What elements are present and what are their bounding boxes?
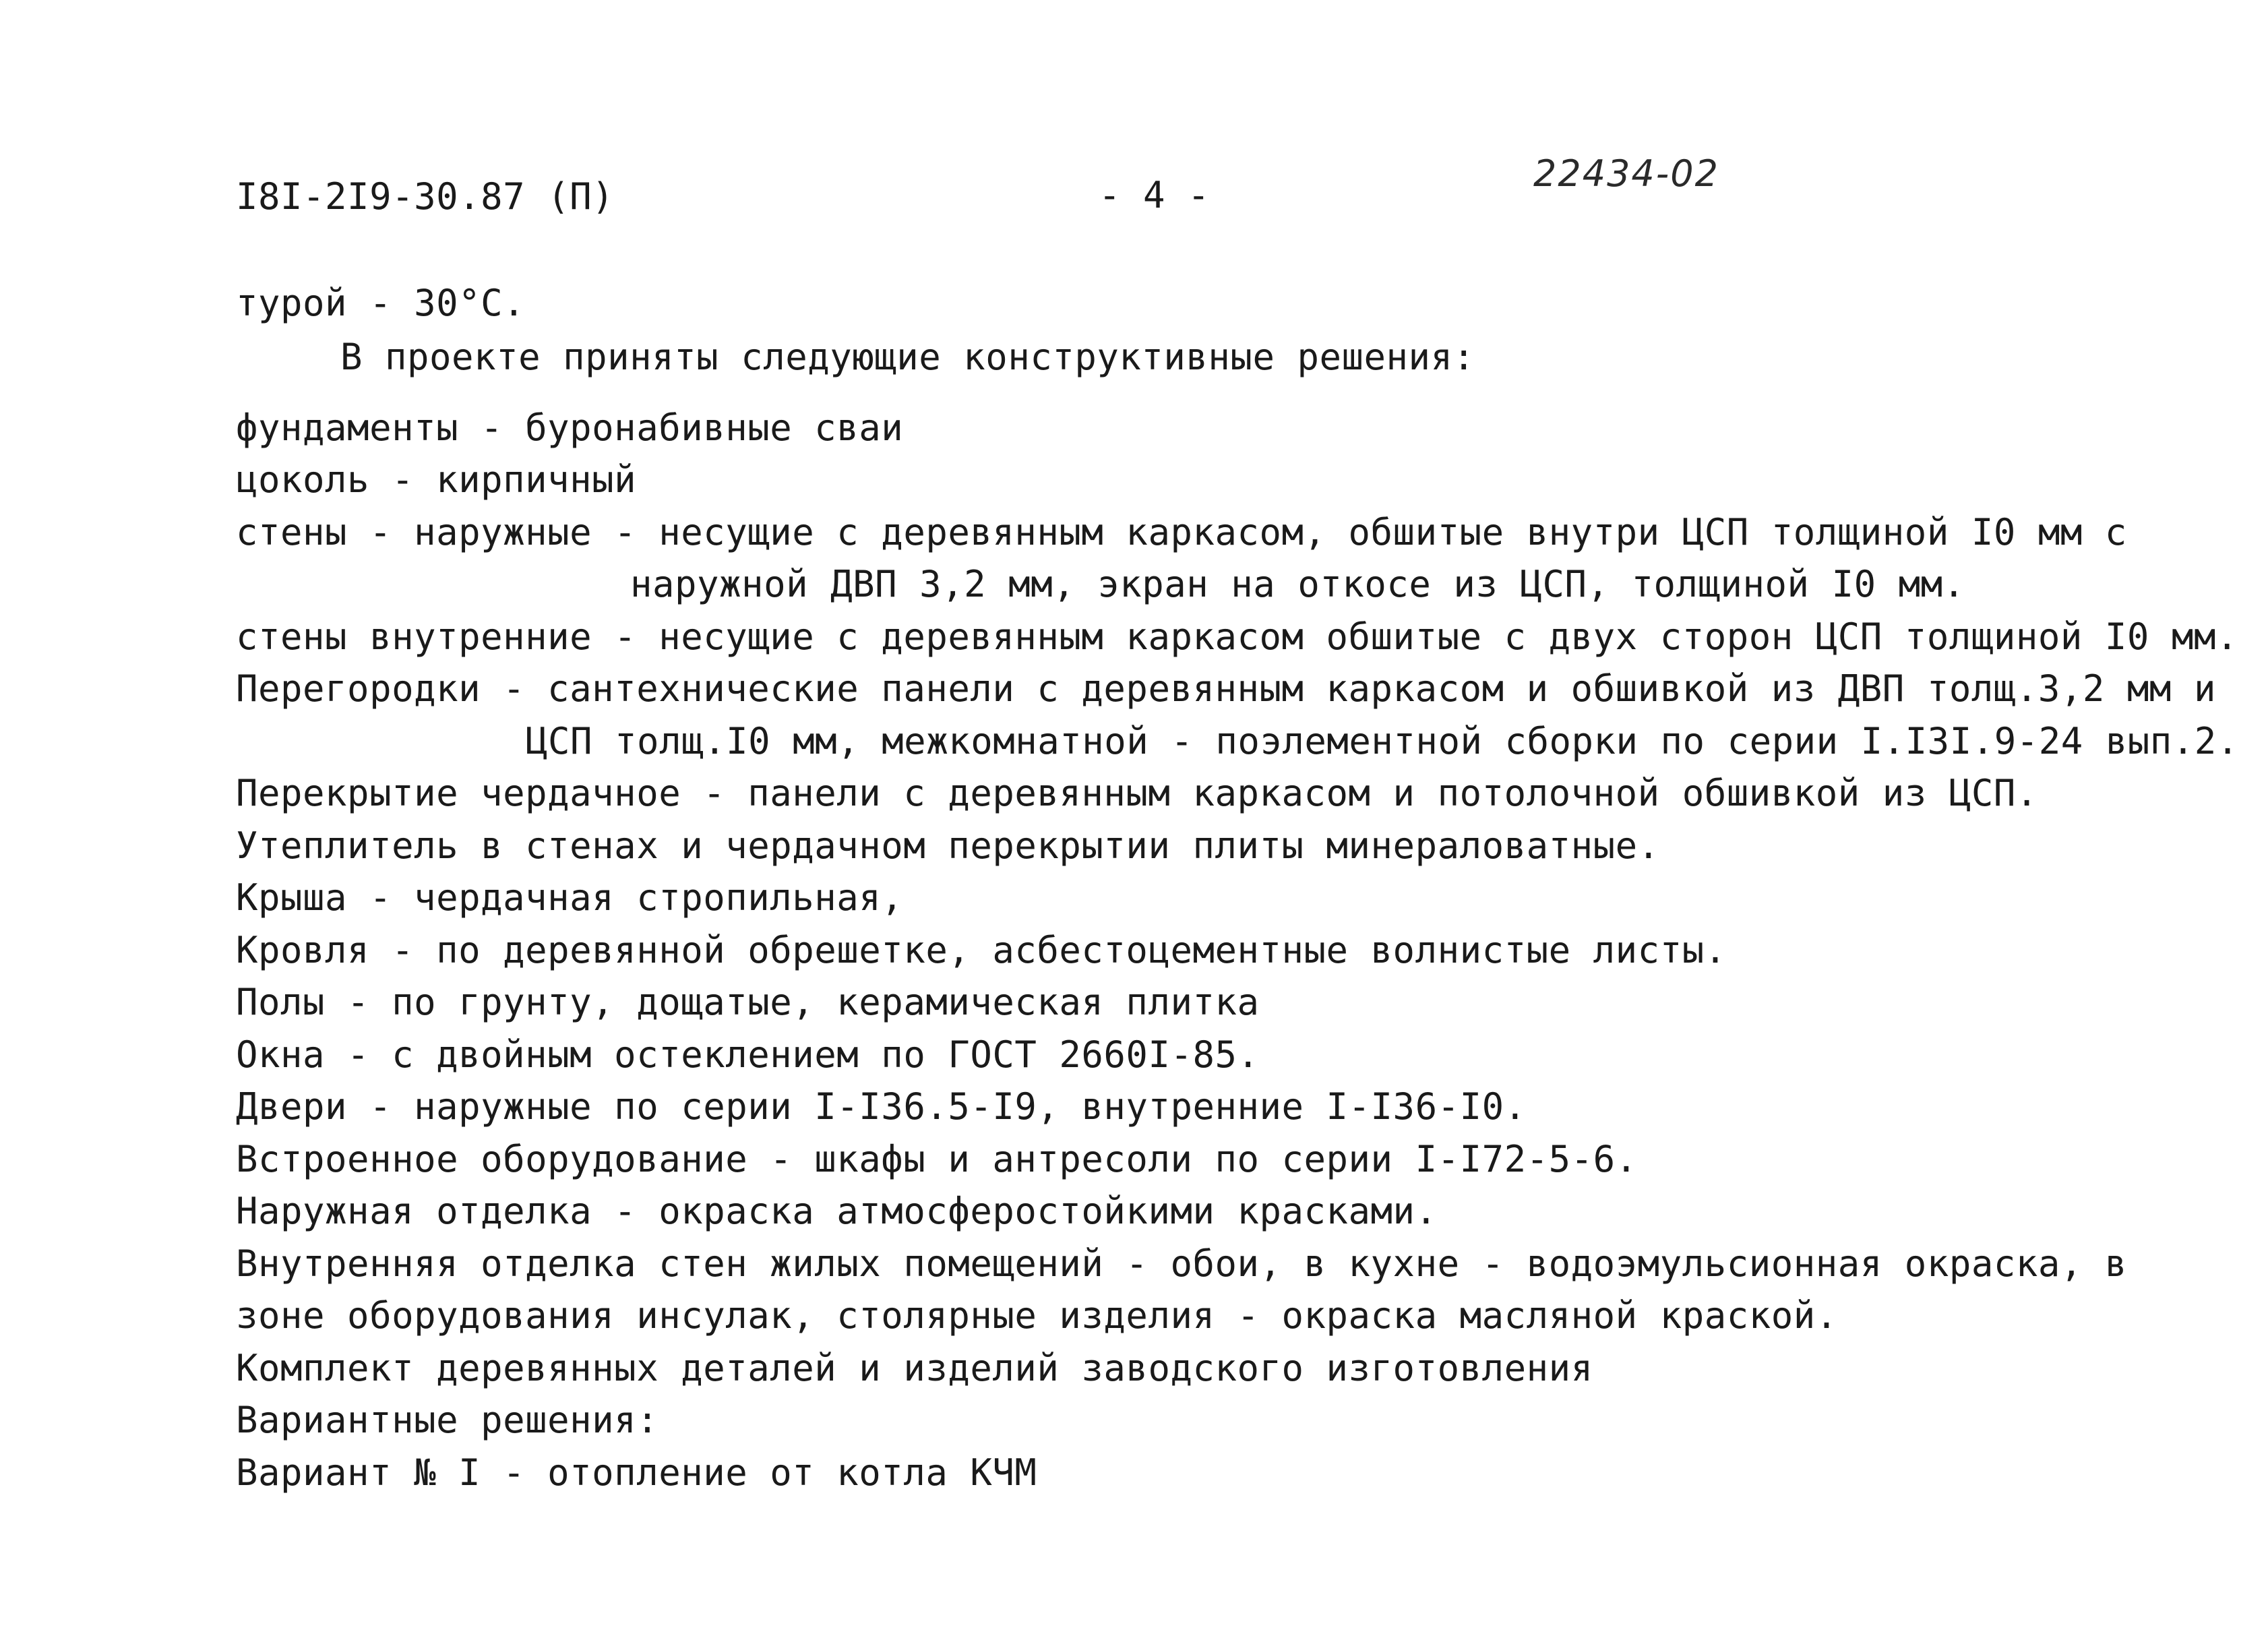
text-line-roofing: Кровля - по деревянной обрешетке, асбестоцементные волнистые листы.	[236, 929, 1727, 971]
text-line-partitions-cont: ЦСП толщ.I0 мм, межкомнатной - поэлементной сборки по серии I.I3I.9-24 вып.2.	[526, 720, 2239, 762]
text-line-variant-1: Вариант № I - отопление от котла КЧМ	[236, 1451, 1037, 1494]
text-line-temperature: турой - 30°С.	[236, 282, 526, 324]
document-code: I8I-2I9-30.87 (П)	[236, 175, 615, 218]
text-line-attic-floor: Перекрытие чердачное - панели с деревянным каркасом и потолочной обшивкой из ЦСП.	[236, 772, 2038, 814]
text-line-plinth: цоколь - кирпичный	[236, 458, 637, 501]
handwritten-inventory-number: 22434-02	[1533, 152, 1719, 195]
text-line-floors: Полы - по грунту, дощатые, керамическая плитка	[236, 981, 1260, 1023]
text-line-insulation: Утеплитель в стенах и чердачном перекрытии плиты минераловатные.	[236, 824, 1660, 867]
text-line-exterior-finish: Наружная отделка - окраска атмосферостойкими красками.	[236, 1190, 1438, 1232]
text-line-variants-heading: Вариантные решения:	[236, 1399, 659, 1441]
text-line-windows: Окна - с двойным остеклением по ГОСТ 2660I-85.	[236, 1033, 1260, 1076]
page-number: - 4 -	[1099, 174, 1210, 216]
text-line-built-in: Встроенное оборудование - шкафы и антресоли по серии I-I72-5-6.	[236, 1138, 1638, 1180]
text-line-partitions: Перегородки - сантехнические панели с деревянным каркасом и обшивкой из ДВП толщ.3,2 мм и	[236, 667, 2216, 710]
text-line-interior-finish: Внутренняя отделка стен жилых помещений - обои, в кухне - водоэмульсионная окраска, в	[236, 1242, 2127, 1285]
text-line-inner-walls: стены внутренние - несущие с деревянным каркасом обшитые с двух сторон ЦСП толщиной I0 мм.	[236, 615, 2238, 658]
text-line-intro: В проекте приняты следующие конструктивные решения:	[340, 336, 1475, 378]
text-line-outer-walls: стены - наружные - несущие с деревянным каркасом, обшитые внутри ЦСП толщиной I0 мм с	[236, 511, 2127, 553]
text-line-doors: Двери - наружные по серии I-I36.5-I9, внутренние I-I36-I0.	[236, 1085, 1527, 1128]
text-line-outer-walls-cont: наружной ДВП 3,2 мм, экран на откосе из ЦСП, толщиной I0 мм.	[630, 563, 1965, 605]
text-line-foundations: фундаменты - буронабивные сваи	[236, 406, 904, 449]
text-line-wood-kit: Комплект деревянных деталей и изделий заводского изготовления	[236, 1347, 1593, 1389]
text-line-roof: Крыша - чердачная стропильная,	[236, 876, 904, 919]
text-line-interior-finish-cont: зоне оборудования инсулак, столярные изделия - окраска масляной краской.	[236, 1294, 1838, 1337]
